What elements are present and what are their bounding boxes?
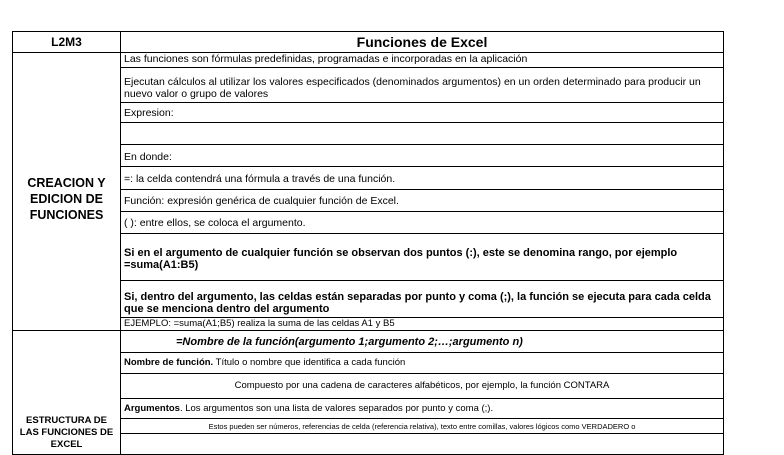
table-row [13,331,724,353]
header-row [13,32,724,53]
composition-cell: Compuesto por una cadena de caracteres alfabéticos, por ejemplo, la función CONTARA [121,374,724,399]
table-row [13,53,724,68]
where-label-cell: En donde: [121,145,724,167]
section-title-creation: CREACION Y EDICION DE FUNCIONES [13,53,121,331]
function-explanation-cell: Función: expresión genérica de cualquier función de Excel. [121,190,724,212]
lesson-code: L2M3 [13,32,121,53]
description-cell: Ejecutan cálculos al utilizar los valores especificados (denominados argumentos) en un orden determinado para producir un nuevo valor o grupo de valores [121,68,724,103]
parentheses-explanation-cell: ( ): entre ellos, se coloca el argumento. [121,212,724,234]
page-title: Funciones de Excel [121,32,724,53]
formula-syntax-cell: =Nombre de la función(argumento 1;argumento 2;…;argumento n) [121,331,724,353]
arguments-cell [121,399,724,419]
semicolon-explanation-cell: Si, dentro del argumento, las celdas están separadas por punto y coma (;), la función se ejecuta para cada celda que se menciona dentro del argumento [121,281,724,318]
arguments-label: Argumentos [124,402,180,414]
function-name-text: Título o nombre que identifica a cada función [213,357,406,368]
range-explanation-cell: Si en el argumento de cualquier función se observan dos puntos (:), este se denomina rango, por ejemplo =suma(A1:B5) [121,234,724,281]
function-name-label: Nombre de función. [124,357,214,368]
example-cell: EJEMPLO: =suma(A1;B5) realiza la suma de las celdas A1 y B5 [121,318,724,331]
equals-explanation-cell: =: la celda contendrá una fórmula a través de una función. [121,167,724,190]
section-title-structure: ESTRUCTURA DE LAS FUNCIONES DE EXCEL [13,331,121,455]
arguments-text: . Los argumentos son una lista de valores separados por punto y coma (;). [179,402,494,414]
function-name-cell [121,353,724,374]
definition-cell: Las funciones son fórmulas predefinidas, programadas e incorporadas en la aplicación [121,53,724,68]
excel-functions-table [12,31,724,455]
expression-value-cell [121,123,724,145]
arguments-detail-cell: Estos pueden ser números, referencias de celda (referencia relativa), texto entre comillas, valores lógicos como VERDADERO o [121,419,724,434]
overflow-cell [121,434,724,455]
expression-label-cell: Expresion: [121,103,724,123]
